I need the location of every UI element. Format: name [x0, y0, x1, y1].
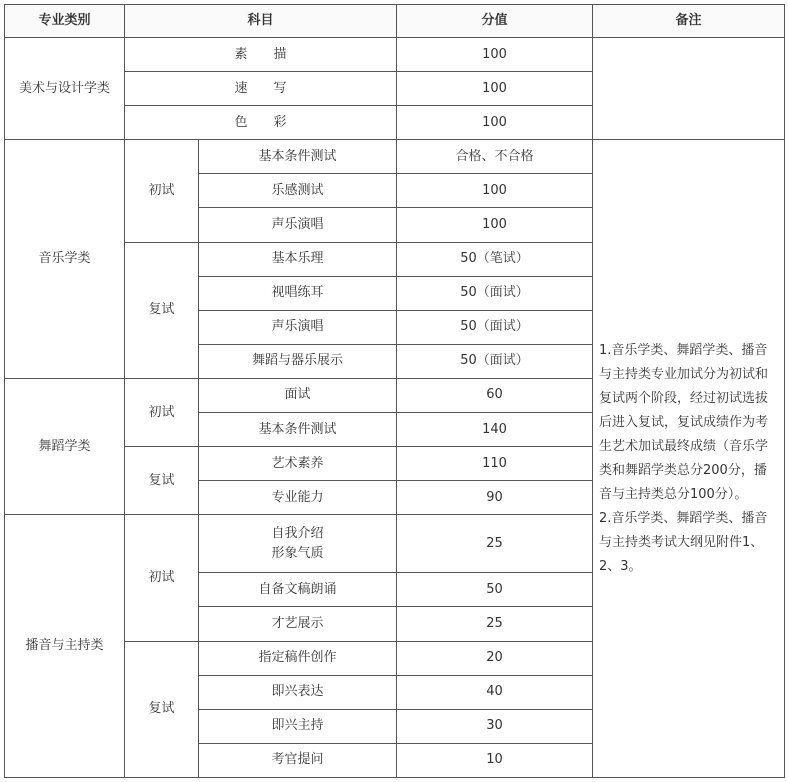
intro-line-1: 自我介绍	[271, 525, 324, 541]
category-music: 音乐学类	[5, 140, 125, 379]
header-remark: 备注	[593, 5, 785, 38]
remark-note-2: 2.音乐学类、舞蹈学类、播音与主持类考试大纲见附件1、2、3。	[599, 510, 768, 574]
stage-cell: 复试	[125, 242, 199, 378]
score-cell: 100	[397, 72, 593, 106]
category-broadcast: 播音与主持类	[5, 515, 125, 778]
stage-cell: 初试	[125, 140, 199, 242]
score-cell: 30	[397, 709, 593, 743]
subject-cell: 视唱练耳	[199, 276, 397, 310]
score-cell: 40	[397, 675, 593, 709]
stage-cell: 复试	[125, 447, 199, 515]
score-cell: 20	[397, 641, 593, 675]
category-dance: 舞蹈学类	[5, 378, 125, 514]
header-subject: 科目	[125, 5, 397, 38]
subject-cell: 才艺展示	[199, 607, 397, 641]
stage-cell: 初试	[125, 515, 199, 641]
remark-empty	[593, 38, 785, 140]
subject-cell: 声乐演唱	[199, 208, 397, 242]
subject-cell: 考官提问	[199, 743, 397, 777]
subject-cell: 自备文稿朗诵	[199, 573, 397, 607]
score-cell: 60	[397, 378, 593, 412]
score-cell: 100	[397, 174, 593, 208]
intro-line-2: 形象气质	[271, 545, 324, 561]
subject-cell: 色 彩	[125, 106, 397, 140]
subject-cell: 专业能力	[199, 481, 397, 515]
subject-cell: 基本条件测试	[199, 140, 397, 174]
score-table	[4, 4, 785, 778]
score-cell: 50（面试）	[397, 276, 593, 310]
subject-cell: 声乐演唱	[199, 310, 397, 344]
header-score: 分值	[397, 5, 593, 38]
score-cell: 10	[397, 743, 593, 777]
score-cell: 50（面试）	[397, 344, 593, 378]
score-cell: 100	[397, 208, 593, 242]
score-cell: 25	[397, 515, 593, 573]
score-cell: 100	[397, 38, 593, 72]
remark-note-1: 1.音乐学类、舞蹈学类、播音与主持类专业加试分为初试和复试两个阶段，经过初试选拔后进入复试，复试成绩作为考生艺术加试最终成绩（音乐学类和舞蹈学类总分200分，播音与主持类总分100分）。	[599, 342, 769, 502]
subject-cell: 舞蹈与器乐展示	[199, 344, 397, 378]
stage-cell: 复试	[125, 641, 199, 778]
table-row	[5, 140, 785, 174]
table-row	[5, 38, 785, 72]
score-cell: 合格、不合格	[397, 140, 593, 174]
subject-cell: 即兴主持	[199, 709, 397, 743]
score-cell: 50（面试）	[397, 310, 593, 344]
score-cell: 100	[397, 106, 593, 140]
subject-cell-intro	[199, 515, 397, 573]
stage-cell: 初试	[125, 378, 199, 446]
category-art: 美术与设计学类	[5, 38, 125, 140]
subject-cell: 基本乐理	[199, 242, 397, 276]
score-cell: 25	[397, 607, 593, 641]
subject-cell: 即兴表达	[199, 675, 397, 709]
header-row	[5, 5, 785, 38]
score-cell: 110	[397, 447, 593, 481]
subject-cell: 指定稿件创作	[199, 641, 397, 675]
score-cell: 90	[397, 481, 593, 515]
score-cell: 50	[397, 573, 593, 607]
score-cell: 140	[397, 413, 593, 447]
score-cell: 50（笔试）	[397, 242, 593, 276]
subject-cell: 素 描	[125, 38, 397, 72]
subject-cell: 面试	[199, 378, 397, 412]
header-category: 专业类别	[5, 5, 125, 38]
subject-cell: 艺术素养	[199, 447, 397, 481]
subject-cell: 乐感测试	[199, 174, 397, 208]
subject-cell: 基本条件测试	[199, 413, 397, 447]
remark-cell	[593, 140, 785, 778]
subject-cell: 速 写	[125, 72, 397, 106]
